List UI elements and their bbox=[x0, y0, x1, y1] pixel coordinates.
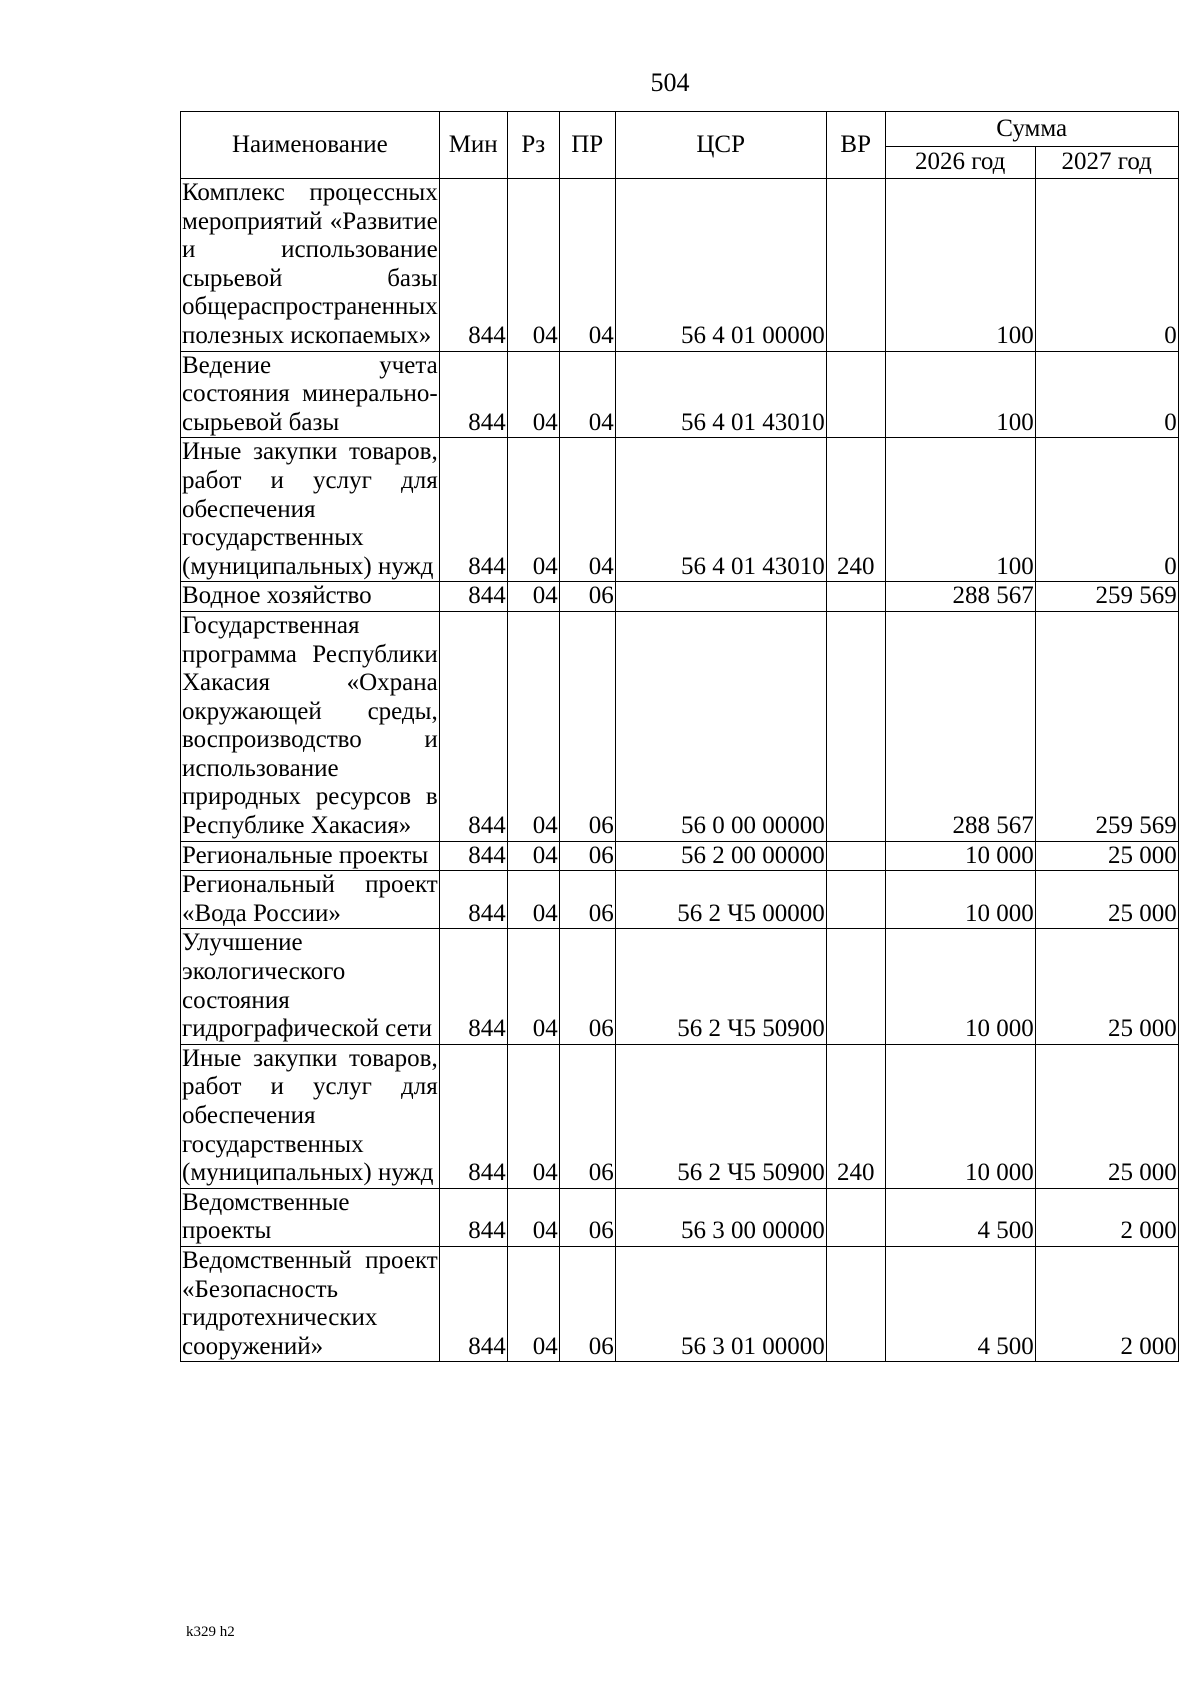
cell-vr bbox=[826, 1188, 885, 1246]
header-year-2026: 2026 год bbox=[885, 147, 1035, 179]
cell-min: 844 bbox=[439, 1246, 507, 1361]
cell-name: Региональные проекты bbox=[181, 841, 440, 871]
table-row bbox=[181, 871, 1179, 929]
cell-csr: 56 2 Ч5 50900 bbox=[615, 929, 826, 1044]
cell-vr bbox=[826, 179, 885, 352]
cell-name: Водное хозяйство bbox=[181, 582, 440, 612]
cell-2027: 25 000 bbox=[1035, 929, 1178, 1044]
cell-vr bbox=[826, 611, 885, 841]
cell-csr: 56 4 01 43010 bbox=[615, 438, 826, 582]
cell-vr bbox=[826, 351, 885, 438]
cell-pr: 06 bbox=[559, 871, 615, 929]
cell-2026: 288 567 bbox=[885, 611, 1035, 841]
budget-table bbox=[180, 111, 1179, 1362]
table-row bbox=[181, 351, 1179, 438]
cell-2027: 0 bbox=[1035, 351, 1178, 438]
cell-2026: 10 000 bbox=[885, 841, 1035, 871]
table-row bbox=[181, 1246, 1179, 1361]
cell-2027: 25 000 bbox=[1035, 841, 1178, 871]
page-number: 504 bbox=[650, 68, 690, 97]
table-row bbox=[181, 929, 1179, 1044]
cell-2027: 0 bbox=[1035, 179, 1178, 352]
cell-min: 844 bbox=[439, 179, 507, 352]
cell-2027: 0 bbox=[1035, 438, 1178, 582]
cell-vr bbox=[826, 1246, 885, 1361]
cell-rz: 04 bbox=[507, 841, 559, 871]
cell-vr bbox=[826, 871, 885, 929]
cell-rz: 04 bbox=[507, 582, 559, 612]
cell-csr: 56 4 01 00000 bbox=[615, 179, 826, 352]
header-name: Наименование bbox=[181, 112, 440, 179]
cell-name: Региональный проект «Вода России» bbox=[181, 871, 440, 929]
cell-rz: 04 bbox=[507, 1044, 559, 1188]
header-year-2027: 2027 год bbox=[1035, 147, 1178, 179]
cell-2026: 4 500 bbox=[885, 1188, 1035, 1246]
cell-pr: 04 bbox=[559, 179, 615, 352]
cell-name: Государственная программа Республики Хакасия «Охрана окружающей среды, воспроизводство и использование природных ресурсов в Республике Хакасия» bbox=[181, 611, 440, 841]
cell-min: 844 bbox=[439, 611, 507, 841]
cell-pr: 06 bbox=[559, 841, 615, 871]
cell-pr: 06 bbox=[559, 1044, 615, 1188]
header-min: Мин bbox=[439, 112, 507, 179]
cell-min: 844 bbox=[439, 929, 507, 1044]
cell-2026: 4 500 bbox=[885, 1246, 1035, 1361]
cell-min: 844 bbox=[439, 871, 507, 929]
cell-rz: 04 bbox=[507, 1246, 559, 1361]
header-csr: ЦСР bbox=[615, 112, 826, 179]
table-row bbox=[181, 611, 1179, 841]
cell-min: 844 bbox=[439, 351, 507, 438]
cell-rz: 04 bbox=[507, 179, 559, 352]
cell-min: 844 bbox=[439, 582, 507, 612]
cell-rz: 04 bbox=[507, 1188, 559, 1246]
cell-min: 844 bbox=[439, 438, 507, 582]
cell-pr: 06 bbox=[559, 929, 615, 1044]
cell-rz: 04 bbox=[507, 929, 559, 1044]
cell-name: Ведение учета состояния минерально-сырьевой базы bbox=[181, 351, 440, 438]
table-row bbox=[181, 1188, 1179, 1246]
table-row bbox=[181, 1044, 1179, 1188]
table-body bbox=[181, 179, 1179, 1362]
footer-code: k329 h2 bbox=[186, 1624, 235, 1640]
cell-csr: 56 0 00 00000 bbox=[615, 611, 826, 841]
cell-min: 844 bbox=[439, 1044, 507, 1188]
cell-vr bbox=[826, 841, 885, 871]
cell-csr: 56 3 00 00000 bbox=[615, 1188, 826, 1246]
table-row bbox=[181, 179, 1179, 352]
cell-2026: 10 000 bbox=[885, 871, 1035, 929]
cell-pr: 04 bbox=[559, 351, 615, 438]
table-row bbox=[181, 841, 1179, 871]
cell-name: Ведомственные проекты bbox=[181, 1188, 440, 1246]
cell-csr: 56 2 00 00000 bbox=[615, 841, 826, 871]
table-header bbox=[181, 112, 1179, 179]
cell-rz: 04 bbox=[507, 871, 559, 929]
cell-2026: 10 000 bbox=[885, 929, 1035, 1044]
cell-vr: 240 bbox=[826, 438, 885, 582]
cell-csr: 56 2 Ч5 00000 bbox=[615, 871, 826, 929]
cell-2027: 259 569 bbox=[1035, 582, 1178, 612]
cell-name: Иные закупки товаров, работ и услуг для обеспечения государственных (муниципальных) нужд bbox=[181, 1044, 440, 1188]
cell-name: Иные закупки товаров, работ и услуг для обеспечения государственных (муниципальных) нужд bbox=[181, 438, 440, 582]
cell-2026: 100 bbox=[885, 351, 1035, 438]
cell-rz: 04 bbox=[507, 351, 559, 438]
cell-2027: 2 000 bbox=[1035, 1188, 1178, 1246]
cell-pr: 06 bbox=[559, 582, 615, 612]
header-sum: Сумма bbox=[885, 112, 1178, 147]
cell-2027: 25 000 bbox=[1035, 1044, 1178, 1188]
cell-2026: 100 bbox=[885, 179, 1035, 352]
cell-vr bbox=[826, 582, 885, 612]
table-row bbox=[181, 582, 1179, 612]
cell-pr: 06 bbox=[559, 1188, 615, 1246]
cell-vr bbox=[826, 929, 885, 1044]
cell-csr: 56 3 01 00000 bbox=[615, 1246, 826, 1361]
cell-vr: 240 bbox=[826, 1044, 885, 1188]
cell-name: Комплекс процессных мероприятий «Развитие и использование сырьевой базы общераспространенных полезных ископаемых» bbox=[181, 179, 440, 352]
cell-csr: 56 2 Ч5 50900 bbox=[615, 1044, 826, 1188]
cell-min: 844 bbox=[439, 1188, 507, 1246]
cell-rz: 04 bbox=[507, 438, 559, 582]
cell-2027: 259 569 bbox=[1035, 611, 1178, 841]
cell-pr: 06 bbox=[559, 611, 615, 841]
cell-2027: 2 000 bbox=[1035, 1246, 1178, 1361]
cell-pr: 06 bbox=[559, 1246, 615, 1361]
cell-min: 844 bbox=[439, 841, 507, 871]
cell-rz: 04 bbox=[507, 611, 559, 841]
header-rz: Рз bbox=[507, 112, 559, 179]
header-pr: ПР bbox=[559, 112, 615, 179]
table-row bbox=[181, 438, 1179, 582]
cell-2026: 288 567 bbox=[885, 582, 1035, 612]
cell-2026: 10 000 bbox=[885, 1044, 1035, 1188]
cell-2027: 25 000 bbox=[1035, 871, 1178, 929]
cell-name: Улучшение экологического состояния гидрографической сети bbox=[181, 929, 440, 1044]
cell-pr: 04 bbox=[559, 438, 615, 582]
cell-csr bbox=[615, 582, 826, 612]
cell-2026: 100 bbox=[885, 438, 1035, 582]
cell-csr: 56 4 01 43010 bbox=[615, 351, 826, 438]
cell-name: Ведомственный проект «Безопасность гидротехнических сооружений» bbox=[181, 1246, 440, 1361]
header-vr: ВР bbox=[826, 112, 885, 179]
